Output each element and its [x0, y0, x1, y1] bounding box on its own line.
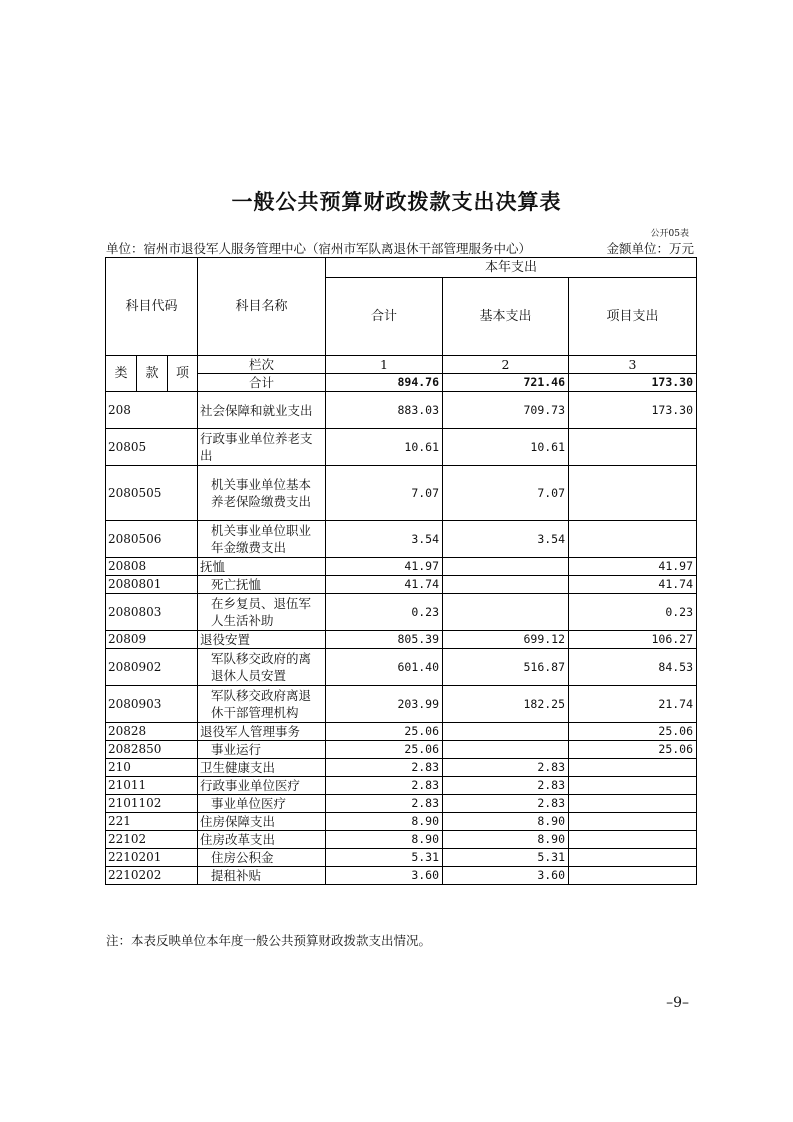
subject-name: 抚恤	[198, 558, 326, 576]
amount-basic: 709.73	[443, 392, 569, 429]
amount-basic: 182.25	[443, 686, 569, 723]
table-row	[106, 867, 697, 885]
amount-project: 21.74	[569, 686, 697, 723]
amount-total: 41.97	[326, 558, 443, 576]
subject-name: 军队移交政府离退休干部管理机构	[198, 686, 326, 723]
amount-total: 883.03	[326, 392, 443, 429]
subject-code: 20828	[106, 723, 198, 741]
amount-project	[569, 795, 697, 813]
amount-project	[569, 867, 697, 885]
col-number-3: 3	[569, 356, 697, 374]
subject-code: 20809	[106, 631, 198, 649]
amount-basic: 2.83	[443, 795, 569, 813]
amount-total: 41.74	[326, 576, 443, 594]
table-row	[106, 392, 697, 429]
header-lei: 类	[106, 356, 137, 392]
subject-code: 208	[106, 392, 198, 429]
subject-name: 住房改革支出	[198, 831, 326, 849]
amount-project: 25.06	[569, 723, 697, 741]
subject-code: 2210202	[106, 867, 198, 885]
subject-name: 机关事业单位职业年金缴费支出	[198, 521, 326, 558]
subject-code: 21011	[106, 777, 198, 795]
amount-basic: 3.54	[443, 521, 569, 558]
table-row	[106, 686, 697, 723]
amount-basic	[443, 558, 569, 576]
subject-code: 20805	[106, 429, 198, 466]
header-total: 合计	[326, 278, 443, 356]
amount-total: 8.90	[326, 813, 443, 831]
total-row-project: 173.30	[569, 374, 697, 392]
unit-line	[106, 239, 694, 257]
subject-name: 死亡抚恤	[198, 576, 326, 594]
subject-name: 退役军人管理事务	[198, 723, 326, 741]
header-code: 科目代码	[106, 258, 198, 356]
amount-total: 25.06	[326, 741, 443, 759]
subject-name: 提租补贴	[198, 867, 326, 885]
amount-total: 0.23	[326, 594, 443, 631]
amount-basic	[443, 576, 569, 594]
amount-project	[569, 849, 697, 867]
table-row	[106, 558, 697, 576]
expenditure-table	[105, 257, 697, 885]
subject-name: 行政事业单位养老支出	[198, 429, 326, 466]
amount-total: 203.99	[326, 686, 443, 723]
amount-total: 25.06	[326, 723, 443, 741]
subject-name: 军队移交政府的离退休人员安置	[198, 649, 326, 686]
table-row	[106, 649, 697, 686]
amount-basic: 516.87	[443, 649, 569, 686]
page-title: 一般公共预算财政拨款支出决算表	[231, 190, 562, 214]
table-row	[106, 849, 697, 867]
header-basic: 基本支出	[443, 278, 569, 356]
table-row	[106, 631, 697, 649]
column-row-label: 栏次	[198, 356, 326, 374]
subject-code: 2080903	[106, 686, 198, 723]
amount-total: 7.07	[326, 466, 443, 521]
subject-code: 2080505	[106, 466, 198, 521]
subject-code: 2080803	[106, 594, 198, 631]
header-year-group: 本年支出	[326, 258, 697, 278]
header-name: 科目名称	[198, 258, 326, 356]
amount-project: 106.27	[569, 631, 697, 649]
table-row	[106, 777, 697, 795]
table-row	[106, 466, 697, 521]
amount-basic: 8.90	[443, 813, 569, 831]
table-row	[106, 741, 697, 759]
amount-basic: 7.07	[443, 466, 569, 521]
amount-project	[569, 777, 697, 795]
amount-project: 41.97	[569, 558, 697, 576]
subject-name: 退役安置	[198, 631, 326, 649]
subject-code: 2101102	[106, 795, 198, 813]
subject-name: 卫生健康支出	[198, 759, 326, 777]
amount-basic: 8.90	[443, 831, 569, 849]
amount-total: 8.90	[326, 831, 443, 849]
amount-project	[569, 429, 697, 466]
amount-project	[569, 759, 697, 777]
amount-project	[569, 813, 697, 831]
table-row	[106, 795, 697, 813]
amount-project: 41.74	[569, 576, 697, 594]
amount-total: 5.31	[326, 849, 443, 867]
subject-code: 2080506	[106, 521, 198, 558]
amount-basic	[443, 723, 569, 741]
subject-name: 行政事业单位医疗	[198, 777, 326, 795]
subject-name: 机关事业单位基本养老保险缴费支出	[198, 466, 326, 521]
subject-code: 221	[106, 813, 198, 831]
table-row	[106, 576, 697, 594]
subject-code: 2082850	[106, 741, 198, 759]
table-row	[106, 521, 697, 558]
amount-project	[569, 466, 697, 521]
subject-name: 社会保障和就业支出	[198, 392, 326, 429]
amount-total: 3.54	[326, 521, 443, 558]
amount-project: 173.30	[569, 392, 697, 429]
col-number-2: 2	[443, 356, 569, 374]
subject-name: 住房公积金	[198, 849, 326, 867]
amount-basic	[443, 741, 569, 759]
page-number: –9–	[666, 995, 689, 1011]
subject-code: 210	[106, 759, 198, 777]
header-kuan: 款	[137, 356, 168, 392]
subject-code: 2210201	[106, 849, 198, 867]
subject-code: 2080801	[106, 576, 198, 594]
amount-basic: 2.83	[443, 777, 569, 795]
unit-name: 单位：宿州市退役军人服务管理中心（宿州市军队离退休干部管理服务中心）	[106, 241, 532, 256]
amount-basic: 10.61	[443, 429, 569, 466]
amount-total: 2.83	[326, 759, 443, 777]
subject-code: 20808	[106, 558, 198, 576]
amount-project	[569, 831, 697, 849]
amount-project: 25.06	[569, 741, 697, 759]
amount-project	[569, 521, 697, 558]
subject-code: 2080902	[106, 649, 198, 686]
amount-total: 805.39	[326, 631, 443, 649]
amount-basic: 2.83	[443, 759, 569, 777]
form-code: 公开05表	[650, 229, 689, 239]
header-xiang: 项	[168, 356, 198, 392]
amount-basic	[443, 594, 569, 631]
table-row	[106, 594, 697, 631]
amount-project: 84.53	[569, 649, 697, 686]
amount-total: 3.60	[326, 867, 443, 885]
col-number-1: 1	[326, 356, 443, 374]
table-row	[106, 813, 697, 831]
amount-total: 2.83	[326, 795, 443, 813]
header-project: 项目支出	[569, 278, 697, 356]
subject-name: 事业单位医疗	[198, 795, 326, 813]
amount-basic: 3.60	[443, 867, 569, 885]
total-row-total: 894.76	[326, 374, 443, 392]
amount-project: 0.23	[569, 594, 697, 631]
table-row	[106, 759, 697, 777]
amount-unit: 金额单位：万元	[606, 241, 694, 256]
amount-total: 2.83	[326, 777, 443, 795]
amount-total: 10.61	[326, 429, 443, 466]
table-row	[106, 723, 697, 741]
table-row	[106, 831, 697, 849]
table-row	[106, 429, 697, 466]
total-row-basic: 721.46	[443, 374, 569, 392]
subject-name: 在乡复员、退伍军人生活补助	[198, 594, 326, 631]
table-note: 注：本表反映单位本年度一般公共预算财政拨款支出情况。	[106, 933, 432, 948]
amount-total: 601.40	[326, 649, 443, 686]
subject-code: 22102	[106, 831, 198, 849]
total-row-label: 合计	[198, 374, 326, 392]
amount-basic: 5.31	[443, 849, 569, 867]
subject-name: 住房保障支出	[198, 813, 326, 831]
subject-name: 事业运行	[198, 741, 326, 759]
amount-basic: 699.12	[443, 631, 569, 649]
